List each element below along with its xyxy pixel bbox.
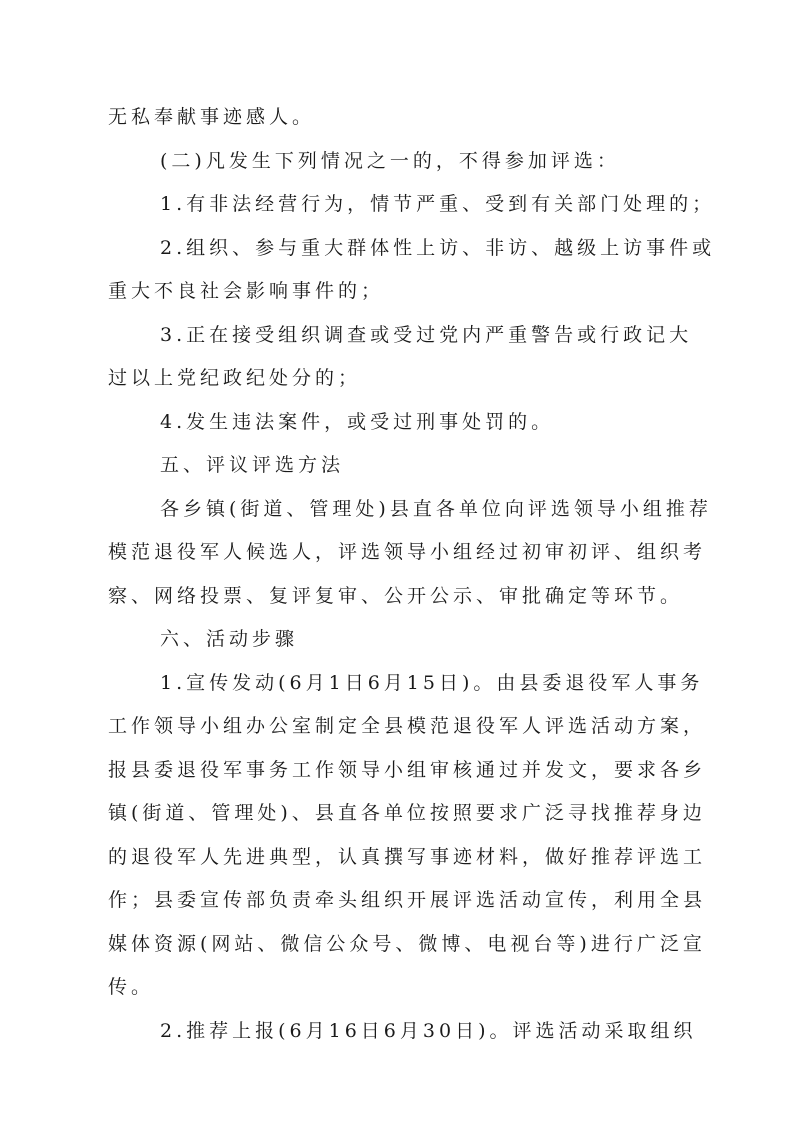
paragraph-line: 模范退役军人候选人，评选领导小组经过初审初评、组织考 bbox=[108, 541, 707, 563]
paragraph-line: 媒体资源(网站、微信公众号、微博、电视台等)进行广泛宣 bbox=[108, 933, 706, 955]
step-2-line: 2.推荐上报(6月16日6月30日)。评选活动采取组织 bbox=[160, 1020, 697, 1042]
paragraph-line: 报县委退役军事务工作领导小组审核通过并发文，要求各乡 bbox=[108, 759, 707, 781]
list-item-3-cont: 过以上党纪政纪处分的； bbox=[108, 367, 362, 389]
paragraph-line: 镇(街道、管理处)、县直各单位按照要求广泛寻找推荐身边 bbox=[108, 802, 706, 824]
paragraph-line: 的退役军人先进典型，认真撰写事迹材料，做好推荐评选工 bbox=[108, 846, 707, 868]
list-item-1: 1.有非法经营行为，情节严重、受到有关部门处理的； bbox=[160, 193, 716, 215]
paragraph-line: 工作领导小组办公室制定全县模范退役军人评选活动方案， bbox=[108, 715, 707, 737]
paragraph-line: 察、网络投票、复评复审、公开公示、审批确定等环节。 bbox=[108, 585, 684, 607]
list-item-2: 2.组织、参与重大群体性上访、非访、越级上访事件或 bbox=[160, 237, 716, 259]
section-heading-6: 六、活动步骤 bbox=[160, 628, 299, 650]
paragraph-line: 各乡镇(街道、管理处)县直各单位向评选领导小组推荐 bbox=[160, 498, 712, 520]
list-item-3: 3.正在接受组织调查或受过党内严重警告或行政记大 bbox=[160, 324, 693, 346]
step-1-line: 1.宣传发动(6月1日6月15日)。由县委退役军人事务 bbox=[160, 672, 704, 694]
body-line-1: 无私奉献事迹感人。 bbox=[108, 106, 316, 128]
list-item-2-cont: 重大不良社会影响事件的； bbox=[108, 280, 385, 302]
section-heading-5: 五、评议评选方法 bbox=[160, 454, 345, 476]
list-item-4: 4.发生违法案件，或受过刑事处罚的。 bbox=[160, 411, 555, 433]
paragraph-line: 作；县委宣传部负责牵头组织开展评选活动宣传，利用全县 bbox=[108, 889, 707, 911]
paragraph-line: 传。 bbox=[108, 976, 155, 998]
section-heading-2: (二)凡发生下列情况之一的，不得参加评选： bbox=[160, 150, 620, 172]
